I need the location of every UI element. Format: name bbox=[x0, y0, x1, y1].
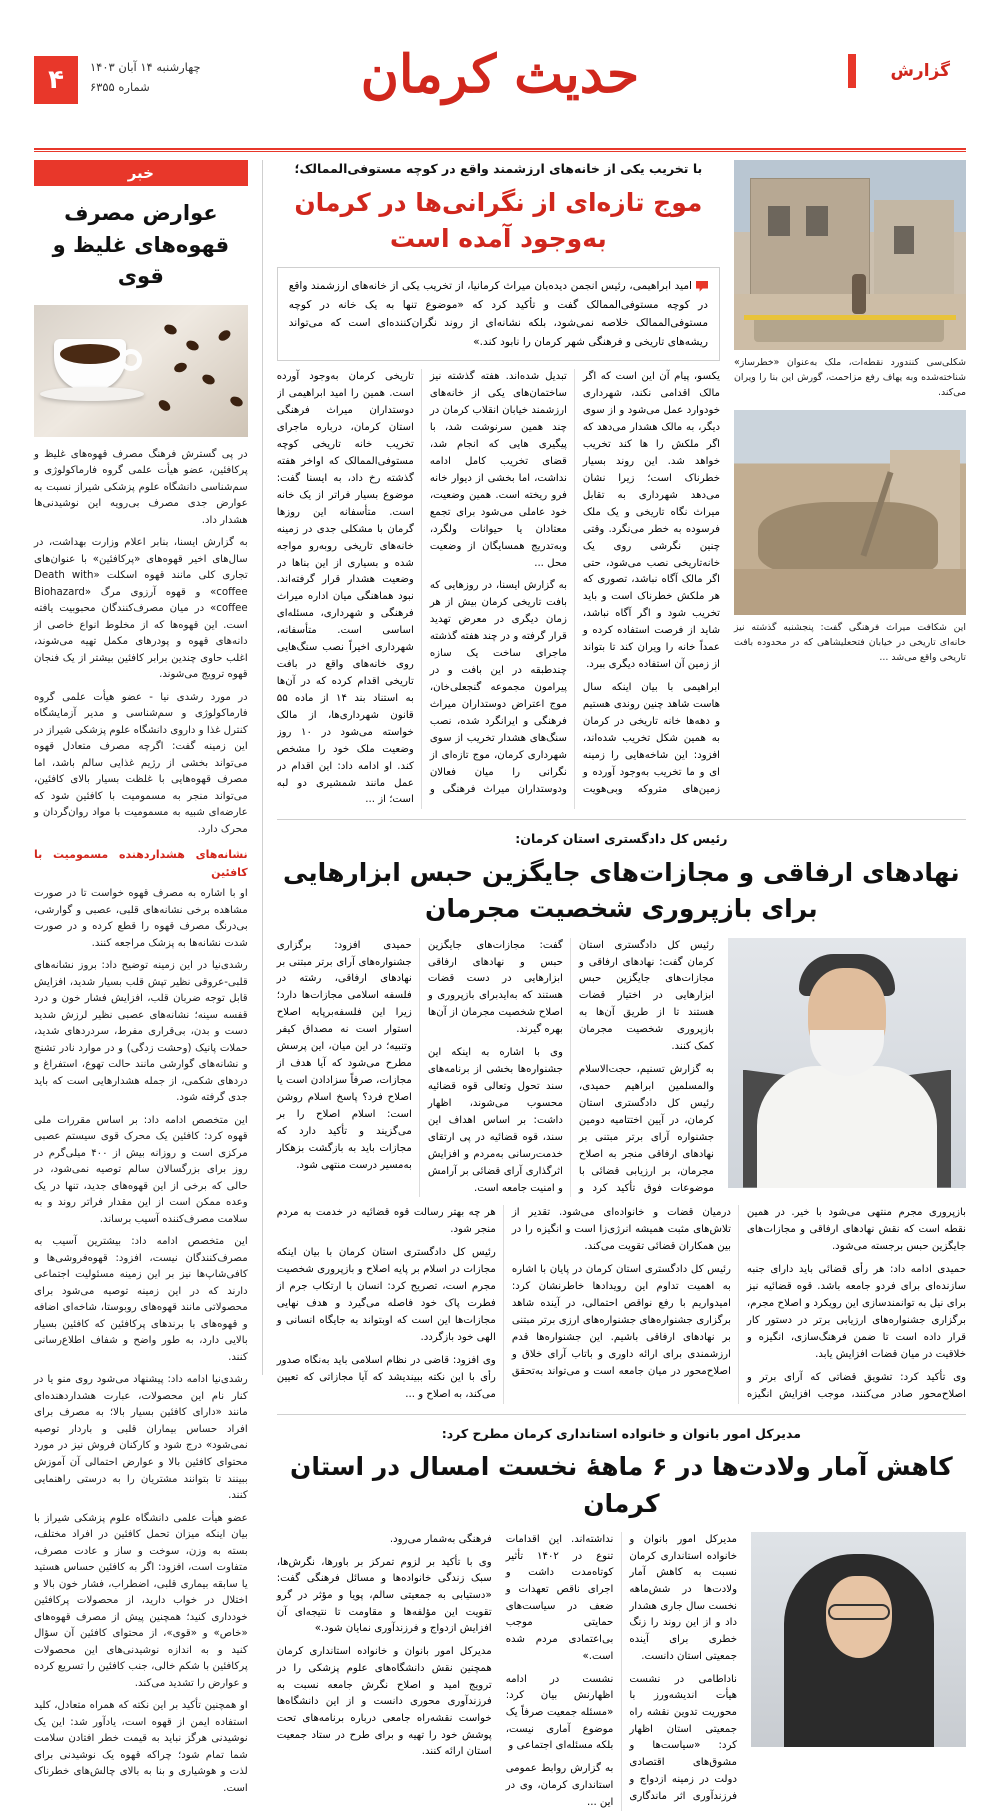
sidebar-para-3: در مورد رشدی نیا - عضو هیأت علمی گروه فارماکولوژی و سم‌شناسی و مدیر آزمایشگاه کنترل غذا و داروی دانشگاه علوم پزشکی شیراز در این زمینه گفت: اگرچه مصرف متعادل قهوه می‌تواند بخشی از رژیم غذایی سالم باشد، اما مصرف قهوه‌هایی با غلظت بسیار بالای کافئین، می‌تواند منجر به مسمومیت با کافئین شود که عارضه‌ای شبیه به مسمومیت با مواد روان‌گردان و محرک دارد. bbox=[34, 691, 248, 835]
article3-para-6: نشست در ادامه اظهارنش بیان کرد: «مسئله جمعیت صرفاً یک موضوع آماری نیست، بلکه مسئله‌ای اجتماعی و bbox=[505, 1673, 614, 1752]
article-birthrate bbox=[277, 1425, 966, 1811]
article2-para-1: بازپروری مجرم منتهی می‌شود با خیر. در همین نقطه است که نقش نهادهای ارفاقی و مجازات‌های جایگزین حبس برجسته می‌شود. bbox=[746, 1207, 966, 1253]
sidebar-para-2: به گزارش ایسنا، بنابر اعلام وزارت بهداشت، در سال‌های اخیر قهوه‌های «پرکافئین» با عنوان‌های تجاری کلی مانند قهوه اسکلت «Death with coffee» و قهوه آرزوی مرگ «Biohazard coffee» در میان مصرف‌کنندگان محبوبیت یافته است. این قهوه‌ها که از مخلوط انواع خاصی از دانه‌های قهوه و پودرهای مکمل تهیه می‌شوند، اغلب حاوی چندین برابر کافئین بیشتر از یک فنجان قهوه ترویج می‌شوند. bbox=[34, 537, 248, 681]
article-judiciary bbox=[277, 830, 966, 1403]
article1-para-2: ابراهیمی با بیان اینکه سال هاست شاهد چنین روندی هستیم و دهه‌ها خانه تاریخی در کرمان به همین شکل تخریب شده‌اند، افزود: این شاخه‌هایی را زمینه ای و ما تخریب به‌وجود آورده و زمین‌های متروکه وبی‌هویت تبدیل شده‌اند. هفته گذشته نیز ساختمان‌های یکی از خانه‌های ارزشمند خیابان انقلاب کرمان در چند همین سرنوشت شد، با پیگیری هایی که انجام شد، قضای تخریب کامل ادامه نداشت، اما بخشی از دیوار خانه فرو ریخته است. همین وضعیت، خود عاملی می‌شود برای تجمع معتادان یا حیوانات ولگرد، وبه‌تدریج همسایگان از وضعیت محل ... bbox=[429, 371, 720, 795]
sidebar-para-9: عضو هیأت علمی دانشگاه علوم پزشکی شیراز با بیان اینکه میزان تحمل کافئین در افراد مختلف، بسته به وزن، سوخت و ساز و عادت مصرف، متفاوت است، افزود: اگر به کافئین حساس هستید یا سابقه بیماری قلبی، اضطراب، فشار خون بالا و اختلال در خواب دارید، از محصولات پرکافئین خودداری کنید؛ همچنین پیش از مصرف قهوه‌های «خاص» و «قوی»، از محتوای کافئین آن سؤال کنید و به اندازه نوشیدنی‌های این محصولات پرکافئین با شکم خالی، جنب کافئین را تسریع کرده و عوارض را تشدید می‌کند. bbox=[34, 1512, 248, 1689]
article1-headline: موج تازه‌ای از نگرانی‌ها در کرمان به‌وجود آمده است bbox=[294, 187, 703, 253]
issue-info bbox=[90, 58, 201, 97]
article1-kicker: با تخریب یکی از خانه‌های ارزشمند واقع در کوچه مستوفی‌الممالک؛ bbox=[294, 161, 703, 176]
coffee-cup-photo bbox=[34, 305, 248, 437]
masthead-divider bbox=[34, 148, 966, 152]
article3-para-7: به گزارش روابط عمومی استانداری کرمان، وی در این ... bbox=[505, 1763, 614, 1808]
article1-photo-column bbox=[734, 160, 966, 665]
sidebar-para-7: این متخصص ادامه داد: بیشترین آسیب به مصرف‌کنندگان نیست، افزود: قهوه‌فروشی‌ها و کافی‌شاپ‌ها نیز بر این زمینه مسئولیت اجتماعی دارند که در این زمینه توصیه می‌شود برای محصولاتی مانند قهوه‌های روبوستا، شاخه‌ای اضافه و قهوه‌های با برندهای پرکافئین که کافئین بسیار بالایی دارد، به طور واضح و شفاف اطلاع‌رسانی کنند. bbox=[34, 1236, 248, 1363]
article1-photo2-caption: این شکافت میراث فرهنگی گفت: پنجشنبه گذشته نیز خانه‌ای تاریخی در خیابان فتحعلیشاهی که در محدوده بافت تاریخی واقع می‌شد ... bbox=[734, 622, 966, 664]
article1-para-3: به گزارش ایسنا، در روزهایی که بافت تاریخی کرمان بیش از هر زمان دیگری در معرض تهدید قرار گرفته و در چند هفته گذشته ماجرای ساخت یک سازه چندطبقه در این بافت و در پیرامون مجموعه گنجعلی‌خان، موج اعتراض دوستداران میراث فرهنگی و ایرانگرد شده، نصب سنگ‌های هشدار تخریب از سوی شهرداری کرمان، موج تازه‌ای از نگرانی را میان فعالان ودوستداران میراث فرهنگی و تاریخی کرمان به‌وجود آورده است. همین را امید ابراهیمی از دوستداران میراث فرهنگی استان کرمان، درباره ماجرای تخریب خانه تاریخی کوچه مستوفی‌الممالک که اواخر هفته گذشته رخ داد، به ایسنا گفت: موضوع بسیار فراتر از یک خانه است. متأسفانه این روزها گرمان با مشکلی جدی در زمینه خانه‌های تاریخی روبه‌رو مواجه شده و بسیاری از این بناها در وضعیت هشدار قرار گرفته‌اند. نبود هماهنگی میان اداره میراث فرهنگی و شهرداری، مسئله‌ای اساسی است. متأسفانه، شهرداری اخیراً نصب سنگ‌هایی روی خانه‌های واقع در بافت تاریخی اقدام کرده که در آن‌ها به استناد بند ۱۴ از ماده ۵۵ قانون شهرداری‌ها، از مالک خواسته می‌شود در ۱۰ روز وضعیت ملک خود را مشخص کند. او ادامه داد: این اقدام در عمل مانند شمشیری دو لبه است؛ از ... bbox=[276, 371, 567, 806]
article1-lead-text: امید ابراهیمی، رئیس انجمن دیده‌بان میراث کرمانیا، از تخریب یکی از خانه‌های ارزشمند واقع در کوچه مستوفی‌الممالک گفت و تأکید کرد که «موضوع تنها به یک خانه در کوچه مستوفی‌الممالک خلاصه نمی‌شود، بلکه نشانه‌ای از روند نگران‌کننده‌ای است که می‌تواند ریشه‌های تاریخی و فرهنگی شهر کرمان را نابود کند.» bbox=[288, 280, 708, 348]
article3-kicker: مدیرکل امور بانوان و خانواده استانداری کرمان مطرح کرد: bbox=[441, 1425, 801, 1441]
issue-number: شماره ۶۳۵۵ bbox=[90, 79, 150, 94]
ruined-building-photo bbox=[734, 160, 966, 350]
sidebar-body bbox=[34, 447, 248, 1804]
article2-kicker: رئیس کل دادگستری استان کرمان: bbox=[515, 831, 728, 847]
sidebar-headline: عوارض مصرف قهوه‌های غلیظ و قوی bbox=[52, 201, 230, 288]
logo-text: حدیث کرمان bbox=[360, 44, 640, 105]
newspaper-logo bbox=[361, 44, 639, 105]
article1-para-1: یکسو، پیام آن این است که اگر مالک اقدامی نکند، شهرداری خودوارد عمل می‌شود و از سوی دیگر، به مالک هشدار می‌دهد که اگر ملکش را ها کند تخریب خواهد شد. این روند بسیار خطرناک است؛ زیرا نشان می‌دهد شهرداری به تقابل میراث نگاه تاریخی و یک ملک فرسوده به خطر می‌نگرد. وقتی چنین نگرشی روی یک خانه‌تاریخی نصب می‌شود، حتی اگر مالک آگاه نباشد، تصوری که هر ملکش خطرناک است و باید تخریب شود و اگر آگاه نباشد، شاید از فرصت استفاده کرده و عمداً خانه را ویران کند تا بتواند از زمین آن استفاده دیگری ببرد. bbox=[582, 371, 720, 671]
sidebar-tag: خبر bbox=[34, 160, 248, 186]
article3-para-3: مدیرکل امور بانوان و خانواده استانداری کرمان همچنین نقش دانشگاه‌های علوم پزشکی را در ترویج امید و اصلاح نگرش جامعه نسبت به فرزندآوری محوری دانست و از این دانشگاه‌ها خواست نقشه‌راه جامعی درباره برنامه‌های تحت پوشش خود را تهیه و برای طرح در ستاد جمعیت استان ارائه کنند. bbox=[276, 1646, 492, 1758]
article1-photo1-caption: شکلی‌سی کنندورد نقطه‌ات، ملک به‌عنوان «خطرساز» شناخته‌شده وبه یهاف رفع مزاحمت، گورش این بنا را ویران می‌کند. bbox=[734, 357, 966, 399]
article1-body bbox=[277, 369, 720, 809]
article-divider-2 bbox=[277, 1414, 966, 1415]
article3-para-4: مدیرکل امور بانوان و خانواده استانداری کرمان نسبت به کاهش آمار ولادت‌ها در شش‌ماهه نخست سال جاری هشدار داد و از این روند را زنگ خطری برای آینده جمعیتی استان دانست. bbox=[629, 1533, 737, 1662]
sidebar-subheading: نشانه‌های هشداردهنده مسمومیت با کافئین bbox=[34, 848, 248, 880]
article3-para-1: فرهنگی به‌شمار می‌رود. bbox=[389, 1533, 492, 1545]
article1-lead bbox=[277, 267, 720, 361]
sidebar-para-6: این متخصص ادامه داد: بر اساس مقررات ملی قهوه کرد: کافئین یک محرک قوی سیستم عصبی مرکزی است و روزانه بیش از ۴۰۰ میلی‌گرم در روز برای بزرگسالان سالم توصیه نمی‌شود، در حالی که برخی از این قهوه‌های جدید، تنها در یک وعده ممکن است از این مقدار فراتر روند و به سلامت مصرف‌کننده آسیب برساند. bbox=[34, 1114, 248, 1225]
quote-icon bbox=[696, 281, 708, 292]
article-divider-1 bbox=[277, 819, 966, 820]
excavation-photo bbox=[734, 410, 966, 615]
article3-para-2: وی با تأکید بر لزوم تمرکز بر باورها، نگرش‌ها، سبک زندگی خانواده‌ها و مسائل فرهنگی گفت: «دستیابی به جمعیتی سالم، پویا و مؤثر در گرو تقویت این مؤلفه‌ها و مقاومت تا نتیجه‌ای آن افزایش ازدواج و فرزندآوری نمایان شود.» bbox=[276, 1556, 492, 1635]
article2-headline: نهادهای ارفاقی و مجازات‌های جایگزین حبس ابزارهایی برای بازپروری شخصیت مجرمان bbox=[283, 858, 960, 924]
article2-para-6: حمیدی افزود: برگزاری جشنواره‌های آرای برتر مبتنی بر نهادهای ارفاقی، رشته در فلسفه اسلامی مجازات‌ها دارد؛ زیرا این فلسفه‌برپایه اصلاح استوار است نه مصداق کیفر وتنبیه؛ در این میان، این پرسش مطرح می‌شود که آیا هدف از مجازات، صرفاً سزادادن است یا اصلاح فرد؟ پاسخ اسلام روشن است: اسلام اصلاح را بر می‌گزیند و تأکید دارد که مجازات باید به بازگشت بزهکار به‌مسیر درست منتهی شود. bbox=[276, 939, 412, 1171]
section-tag bbox=[848, 54, 966, 88]
article-demolition bbox=[277, 160, 966, 809]
sidebar-para-8: رشدی‌نیا ادامه داد: پیشنهاد می‌شود روی منو یا در کنار نام این محصولات، عبارت هشداردهنده‌ای مانند «دارای کافئین بسیار بالا؛ به مصرف برای افراد حساس بیماران قلبی و باردار توصیه نمی‌شود» درج شود و کارکنان فروش نیز در مورد محتوای کافئین بالا و عوارض احتمالی آن آموزش ببینند تا بتوانند مشتریان را به درستی راهنمایی کنند. bbox=[34, 1374, 248, 1502]
article2-para-3: وی تأکید کرد: تشویق قضاتی که آرای برتر و اصلاح‌محور صادر می‌کنند، موجب افزایش انگیزه درمیان قضات و خانواده‌ای می‌شود. تقدیر از تلاش‌های مثبت همیشه انرژی‌زا است و انگیزه را در بین همکاران قضائی تقویت می‌کند. bbox=[511, 1207, 966, 1400]
sidebar-news-column bbox=[34, 160, 263, 1794]
sidebar-para-1: در پی گسترش فرهنگ مصرف قهوه‌های غلیظ و پرکافئین، عضو هیأت علمی گروه فارماکولوژی و سم‌شناسی دانشگاه علوم پزشکی شیراز نسبت به عوارض جدی مصرف بی‌رویه این نوشیدنی‌ها هشدار داد. bbox=[34, 448, 248, 526]
article2-para-8: وی افزود: قاضی در نظام اسلامی باید به‌نگاه صدور رأی با این نکته ببیندیشد که آیا مجازاتی که تعیین می‌کند، به اصلاح و ... bbox=[276, 1354, 496, 1400]
section-tag-label: گزارش bbox=[856, 55, 966, 87]
masthead bbox=[34, 28, 966, 148]
page-number: ۴ bbox=[34, 56, 78, 104]
sidebar-para-5: رشدی‌نیا در این زمینه توضیح داد: بروز نشانه‌های قلبی-عروقی نظیر تپش قلب بسیار شدید، افزایش قابل توجه ضربان قلب، افزایش فشار خون و درد قفسه سینه؛ نشانه‌های عصبی نظیر لرزش شدید دست و بدن، بی‌قراری مفرط، سردردهای شدید، حملات پانیک (وحشت زدگی) و در موارد نادر تشنج و نشانه‌های گوارشی مانند حالت تهوع، استفراغ و دردهای شکمی، از جمله هشدارهایی است که باید جدی گرفته شود. bbox=[34, 960, 248, 1104]
sidebar-para-10: او همچنین تأکید بر این نکته که همراه متعادل، کلید استفاده ایمن از قهوه است، یادآور شد: این یک نوشیدنی هرگز نباید به قیمت خطر افتادن سلامت شما تمام شود؛ چراکه قهوه یک نوشیدنی برای لذت و هوشیاری و بنا به بالای چالش‌های خطرناک است. bbox=[34, 1700, 248, 1794]
main-content bbox=[276, 160, 966, 1808]
woman-portrait-photo bbox=[751, 1532, 966, 1747]
judge-portrait-photo bbox=[728, 938, 966, 1188]
article3-para-5: ناداطامی در نشست هیأت اندیشه‌ورز با محوریت تدوین نقشه راه جمعیتی استان اظهار کرد: «سیاست‌ها و مشوق‌های اقتصادی دولت در زمینه ازدواج و فرزندآوری اثر ماندگاری نداشته‌اند. این اقدامات تنوع در ۱۴۰۲ تأثیر کوتاه‌مدت داشت و اجرای ناقص تعهدات و ضعف در سیاست‌های حمایتی موجب بی‌اعتمادی مردم شده است.» bbox=[505, 1533, 737, 1802]
sidebar-para-4: او با اشاره به مصرف قهوه خواست تا در صورت مشاهده برخی نشانه‌های قلبی، عصبی و گوارشی، بی‌درنگ مصرف قهوه را قطع کرده و در صورت شدت نشانه‌ها به پزشک مراجعه کنند. bbox=[34, 887, 248, 949]
newspaper-page bbox=[0, 28, 1000, 1808]
section-tag-bar bbox=[848, 54, 856, 88]
article2-para-5: وی با اشاره به اینکه این جشنواره‌ها بخشی از برنامه‌های سند تحول وتعالی قوه قضائیه محسوب می‌شوند، اظهار داشت: بر اساس اهداف این سند، قوه قضائیه در پی ارتقای خدمت‌رسانی به‌مردم و افزایش اثرگذاری آرای قضائی بر آرامش و امنیت جامعه است. bbox=[427, 1047, 563, 1194]
article2-para-2: حمیدی ادامه داد: هر رأی قضائی باید دارای جنبه سازنده‌ای برای فردو جامعه باشد. قوه قضائیه نیز برای نیل به توانمندسازی این رویکرد و اصلاح مجرم، برگزاری جشنواره‌های ارزیابی برتر در دستور کار قرار داده است تا ضمن فرهنگ‌سازی، انگیزه و خلاقیت در میان قضات افزایش یابد. bbox=[746, 1264, 966, 1360]
article2-para-4: رئیس کل دادگستری استان کرمان در پایان با اشاره به اهمیت تداوم این رویدادها خاطرنشان کرد: امیدواریم با رفع نواقص احتمالی، در آینده شاهد برگزاری جشنواره‌های جشنواره‌های ارزی برتر مبتنی بر نهادهای ارفاقی باشیم. این جشنواره‌ها قدم ارزشمندی برای ارائه داوری و باتاب آرای خلاق و اصلاح‌محور در میان جامعه است و می‌تواند به‌تحقق هر چه بهتر رسالت قوه قضائیه در خدمت به مردم منجر شود. bbox=[276, 1207, 731, 1377]
issue-date: چهارشنبه ۱۴ آبان ۱۴۰۳ bbox=[90, 60, 201, 74]
article2-para-7: رئیس کل دادگستری استان کرمان با بیان اینکه مجازات در اسلام بر پایه اصلاح و بازپروری شخصیت مجرم است، تصریح کرد: انسان با ارتکاب جرم از فطرت پاک خود فاصله می‌گیرد و هدف نهایی مجازات‌ها این است که اوبتواند به جایگاه انسانی و الهی خود بازگردد. bbox=[276, 1247, 496, 1343]
article2-para-10: به گزارش تسنیم، حجت‌الاسلام والمسلمین ابراهیم حمیدی، رئیس کل دادگستری استان کرمان، در آیین اختتامیه دومین جشنواره آرای برتر مبتنی بر نهادهای ارفاقی منجر به اصلاح مجرمان، بر ارزیابی قضائی با موضوعات فوق تأکید کرد و گفت: مجازات‌های جایگزین حبس و نهادهای ارفاقی ابزارهایی در دست قضات هستند که به‌ایدبرای بازپروری و اصلاح شخصیت مجرمان از آن‌ها بهره گیرند. bbox=[427, 939, 714, 1194]
article2-para-9: رئیس کل دادگستری استان کرمان گفت: نهادهای ارفاقی و مجازات‌های جایگزین حبس ابزارهایی در اختیار قضات هستند تا از طریق آن‌ها به بازپروری شخصیت مجرمان کمک کنند. bbox=[578, 939, 714, 1053]
article3-headline: کاهش آمار ولادت‌ها در ۶ ماهۀ نخست امسال در استان کرمان bbox=[290, 1452, 953, 1518]
